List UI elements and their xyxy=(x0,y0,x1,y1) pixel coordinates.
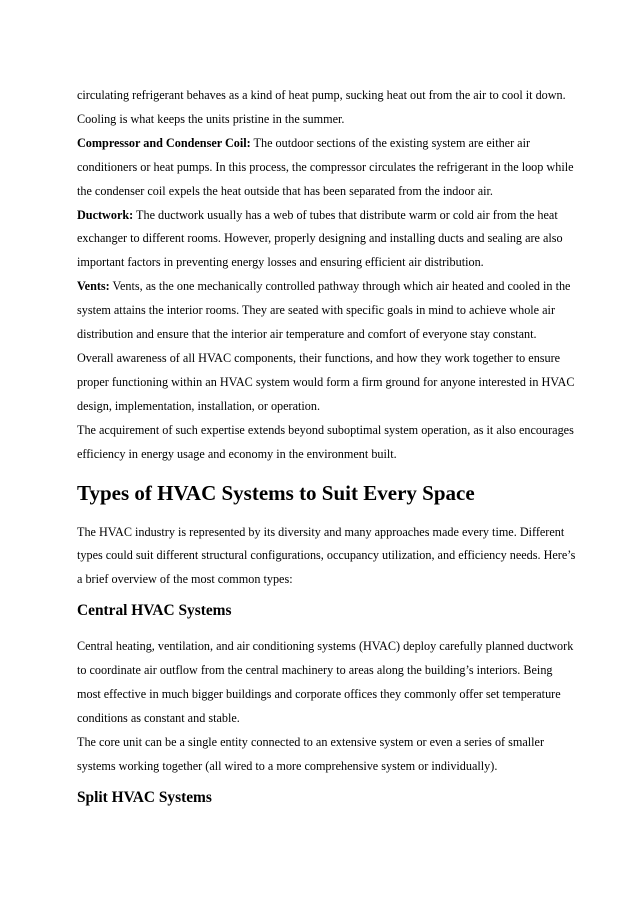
central-paragraph-1: Central heating, ventilation, and air conditioning systems (HVAC) deploy carefully planned ductwork to coordinate air outflow from the central machinery to areas along the building’s interiors. Being most effective in much bigger buildings and corporate offices they commonly offer set temperature conditions as constant and stable. xyxy=(77,639,574,725)
vents-text: Vents, as the one mechanically controlled pathway through which air heated and cooled in the system attains the interior rooms. They are seated with specific goals in mind to achieve whole air distribution and ensure that the interior air temperature and comfort of everyone stay constant. xyxy=(77,279,571,342)
compressor-paragraph xyxy=(77,132,577,204)
ductwork-term: Ductwork: xyxy=(77,207,134,222)
compressor-text: The outdoor sections of the existing system are either air conditioners or heat pumps. In this process, the compressor circulates the refrigerant in the loop while the condenser coil expels the heat outside that has been separated from the indoor air. xyxy=(77,135,574,198)
ductwork-paragraph xyxy=(77,204,577,276)
ductwork-text: The ductwork usually has a web of tubes that distribute warm or cold air from the heat exchanger to different rooms. However, properly designing and installing ducts and sealing are also important factors in preventing energy losses and ensuring efficient air distribution. xyxy=(77,207,563,270)
intro-continuation-paragraph: circulating refrigerant behaves as a kind of heat pump, sucking heat out from the air to cool it down. Cooling is what keeps the units pristine in the summer. xyxy=(77,88,566,126)
types-section-heading: Types of HVAC Systems to Suit Every Space xyxy=(77,480,475,505)
acquirement-paragraph: The acquirement of such expertise extends beyond suboptimal system operation, as it also encourages efficiency in energy usage and economy in the environment built. xyxy=(77,422,574,461)
compressor-term: Compressor and Condenser Coil: xyxy=(77,135,251,150)
split-section-heading: Split HVAC Systems xyxy=(77,788,212,806)
page-content xyxy=(77,84,577,809)
central-section-heading: Central HVAC Systems xyxy=(77,602,232,620)
vents-paragraph xyxy=(77,275,577,347)
types-intro-paragraph: The HVAC industry is represented by its diversity and many approaches made every time. Different types could suit different structural configurations, occupancy utilization, and efficiency needs. Here’s a brief overview of the most common types: xyxy=(77,524,576,587)
central-paragraph-2: The core unit can be a single entity connected to an extensive system or even a series of smaller systems working together (all wired to a more comprehensive system or individually). xyxy=(77,734,545,773)
overall-paragraph: Overall awareness of all HVAC components, their functions, and how they work together to ensure proper functioning within an HVAC system would form a firm ground for anyone interested in HVAC design, implementation, installation, or operation. xyxy=(77,350,575,413)
vents-term: Vents: xyxy=(77,279,110,294)
